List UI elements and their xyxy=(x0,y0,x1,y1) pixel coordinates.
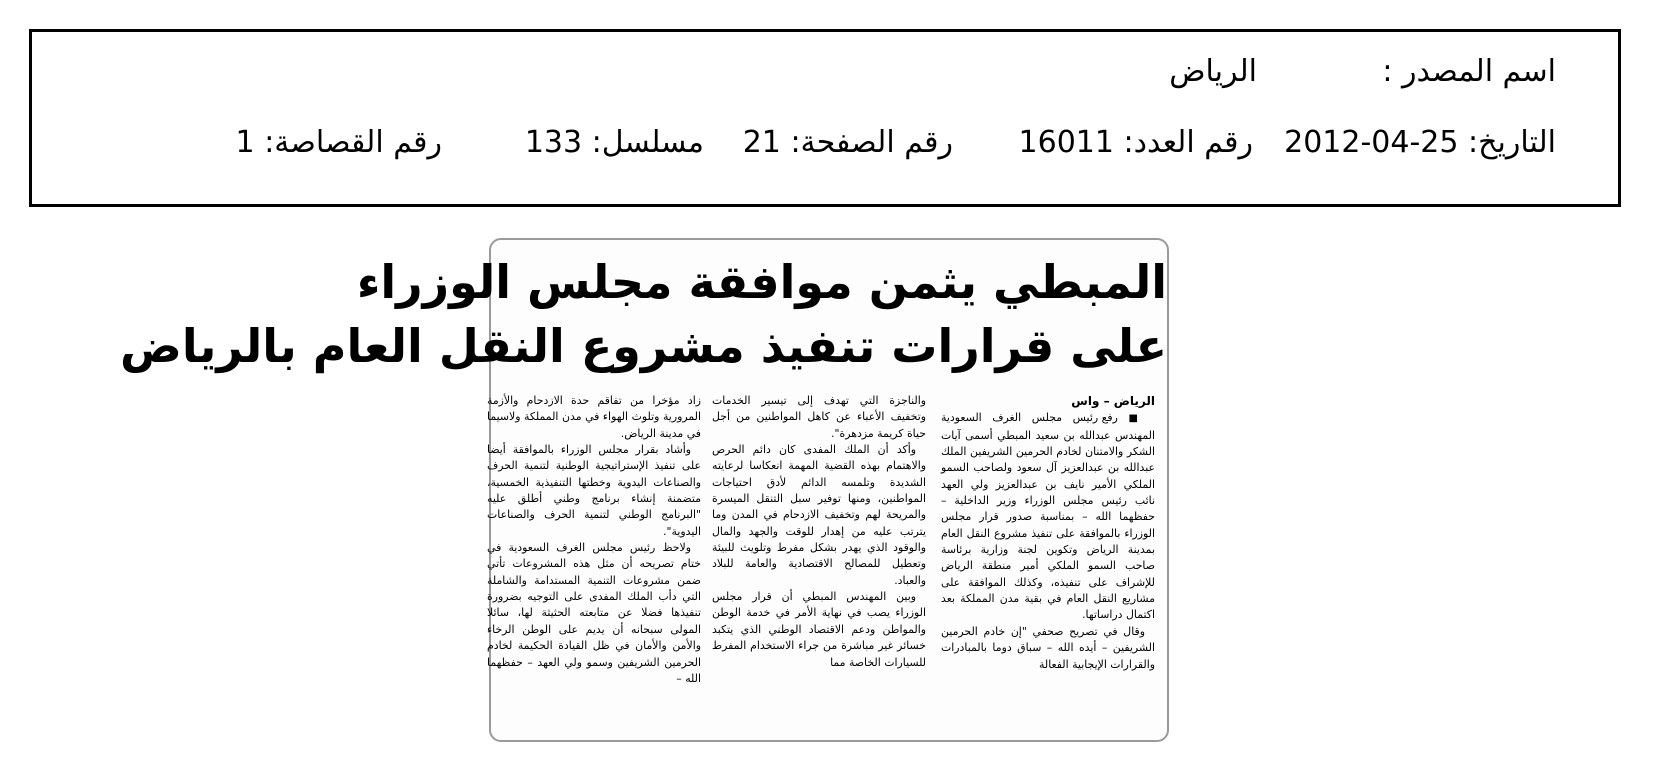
clip-number-field xyxy=(236,125,442,161)
column-3-paragraph-3: ولاحظ رئيس مجلس الغرف السعودية في ختام تصريحه أن مثل هذه المشروعات تأتي ضمن مشروعات التنمية المستدامة والشاملة التي دأب الملك المفدى على التوجيه بضرورة تنفيذها فضلا عن متابعته الحثيثة لها، سائلا المولى سبحانه أن يديم على الوطن الرخاء والأمن والأمان في ظل القيادة الحكيمة لخادم الحرمين الشريفين وسمو ولي العهد – حفظهما الله – xyxy=(487,541,701,685)
bullet-icon: ■ xyxy=(1128,413,1146,425)
date-field xyxy=(1284,125,1556,161)
date-value: 2012-04-25 xyxy=(1284,125,1459,160)
article-column-2 xyxy=(712,393,926,738)
serial-field xyxy=(525,125,704,161)
page-label: رقم الصفحة: xyxy=(790,125,953,160)
column-1-paragraph-2: وقال في تصريح صحفي "إن خادم الحرمين الشريفين – أيده الله – سباق دوما بالمبادرات والقرارات الإيجابية الفعالة xyxy=(941,624,1155,671)
article-column-1 xyxy=(941,393,1155,738)
column-2-paragraph-1: والناجزة التي تهدف إلى تيسير الخدمات وتخفيف الأعباء عن كاهل المواطنين من أجل حياة كريمة مزدهرة". xyxy=(712,394,926,440)
headline-line-2: على قرارات تنفيذ مشروع النقل العام بالرياض xyxy=(119,319,1167,373)
column-3-paragraph-1: زاد مؤخرا من تفاقم حدة الازدحام والأزمة المرورية وتلوث الهواء في مدن المملكة ولاسيما في مدينة الرياض. xyxy=(487,394,701,440)
column-3-paragraph-2: وأشاد بقرار مجلس الوزراء بالموافقة أيضا على تنفيذ الإستراتيجية الوطنية لتنمية الحرف والصناعات اليدوية وخطتها التنفيذية الخمسية، متضمنة إنشاء برنامج وطني أطلق عليه "البرنامج الوطني لتنمية الحرف والصناعات اليدوية". xyxy=(487,443,701,538)
column-2-paragraph-3: وبين المهندس المبطي أن قرار مجلس الوزراء يصب في نهاية الأمر في خدمة الوطن والمواطن ودعم الاقتصاد الوطني الذي يتكبد خسائر غير مباشرة من جراء الاستخدام المفرط للسيارات الخاصة مما xyxy=(712,590,926,669)
column-1-paragraph-1: رفع رئيس مجلس الغرف السعودية المهندس عبدالله بن سعيد المبطي أسمى آيات الشكر والامتنان لخادم الحرمين الشريفين الملك عبدالله بن عبدالعزيز آل سعود ولصاحب السمو الملكي الأمير نايف بن عبدالعزيز ولي العهد نائب رئيس مجلس الوزراء وزير الداخلية – حفظهما الله – بمناسبة صدور قرار مجلس الوزراء بالموافقة على تنفيذ مشروع النقل العام بمدينة الرياض وتكوين لجنة وزارية برئاسة صاحب السمو الملكي أمير منطقة الرياض للإشراف على تنفيذه، وكذلك الموافقة على مشاريع النقل العام في بقية مدن المملكة بعد اكتمال دراساتها. xyxy=(941,411,1155,622)
page-value: 21 xyxy=(742,125,781,160)
serial-label: مسلسل: xyxy=(591,125,704,160)
serial-value: 133 xyxy=(524,125,583,160)
issue-label: رقم العدد: xyxy=(1123,125,1253,160)
source-label: اسم المصدر : xyxy=(1382,54,1556,89)
date-label: التاريخ: xyxy=(1468,125,1556,160)
dateline: الرياض – واس xyxy=(1071,394,1155,408)
clip-number-value: 1 xyxy=(235,125,255,160)
article-column-3 xyxy=(487,393,701,738)
issue-value: 16011 xyxy=(1018,125,1114,160)
newspaper-clipping xyxy=(119,238,1169,742)
clip-number-label: رقم القصاصة: xyxy=(264,125,442,160)
column-2-paragraph-2: وأكد أن الملك المفدى كان دائم الحرص والاهتمام بهذه القضية المهمة انعكاسا لرعايته الشديدة وتلمسه الدائم لأدق احتياجات المواطنين، ومنها توفير سبل التنقل الميسرة والمريحة لهم وتخفيف الازدحام في المدن وما يترتب عليه من إهدار للوقت والجهد والمال والوقود الذي يهدر بشكل مفرط وتلويث للبيئة وتعطيل للمصالح الاقتصادية والعامة للبلاد والعباد. xyxy=(712,443,926,587)
page-field xyxy=(743,125,953,161)
source-value: الرياض xyxy=(1169,54,1257,89)
issue-field xyxy=(1019,125,1253,161)
headline-line-1: المبطي يثمن موافقة مجلس الوزراء xyxy=(356,255,1167,309)
clipping-info-box xyxy=(29,29,1621,207)
